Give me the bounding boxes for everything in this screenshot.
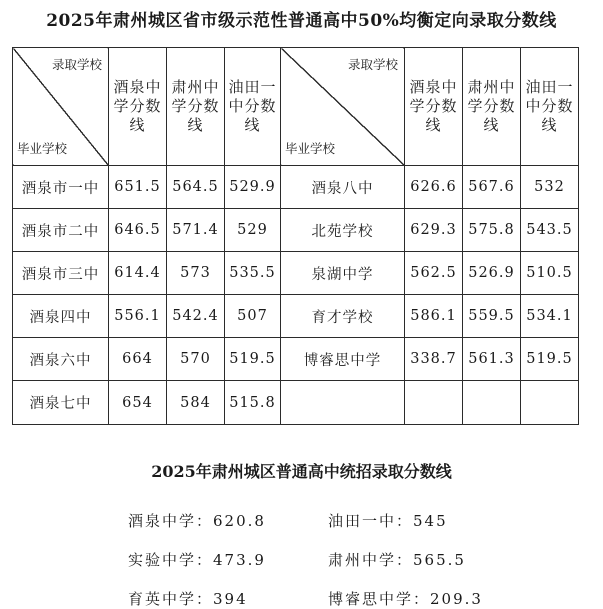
empty-cell (463, 381, 521, 425)
unified-score: 209.3 (430, 590, 483, 608)
score-cell: 586.1 (405, 295, 463, 338)
unified-score: 565.5 (413, 551, 466, 569)
score-cell: 646.5 (109, 209, 167, 252)
school-cell: 酒泉市二中 (13, 209, 109, 252)
unified-school: 肃州中学： (328, 551, 414, 569)
unified-school: 博睿思中学： (328, 590, 431, 608)
empty-cell (281, 381, 405, 425)
score-cell: 526.9 (463, 252, 521, 295)
school-cell: 育才学校 (281, 295, 405, 338)
unified-score: 394 (213, 590, 248, 608)
col-header-jiuquan: 酒泉中学分数线 (109, 48, 167, 166)
table-row (13, 381, 579, 425)
unified-entry (128, 510, 266, 531)
right-corner-cell (281, 48, 405, 166)
score-cell: 529 (225, 209, 281, 252)
score-cell: 507 (225, 295, 281, 338)
score-cell: 654 (109, 381, 167, 425)
left-corner-cell (13, 48, 109, 166)
score-cell: 584 (167, 381, 225, 425)
score-cell: 529.9 (225, 166, 281, 209)
col-header-suzhou: 肃州中学分数线 (463, 48, 521, 166)
unified-score: 473.9 (213, 551, 266, 569)
score-cell: 519.5 (225, 338, 281, 381)
school-cell: 酒泉六中 (13, 338, 109, 381)
score-cell: 571.4 (167, 209, 225, 252)
score-cell: 614.4 (109, 252, 167, 295)
unified-entry (128, 549, 266, 570)
corner-top-label: 录取学校 (51, 57, 102, 72)
score-table (12, 47, 579, 425)
unified-entry (328, 549, 466, 570)
unified-score: 545 (413, 512, 448, 530)
score-cell: 564.5 (167, 166, 225, 209)
unified-school: 酒泉中学： (128, 512, 214, 530)
col-header-youtian: 油田一中分数线 (225, 48, 281, 166)
score-cell: 532 (521, 166, 579, 209)
score-cell: 543.5 (521, 209, 579, 252)
corner-bottom-label: 毕业学校 (285, 141, 336, 156)
school-cell: 酒泉市一中 (13, 166, 109, 209)
corner-bottom-label: 毕业学校 (17, 141, 68, 156)
school-cell: 泉湖中学 (281, 252, 405, 295)
school-cell: 酒泉八中 (281, 166, 405, 209)
corner-top-label: 录取学校 (347, 57, 398, 72)
table-row (13, 166, 579, 209)
unified-score: 620.8 (213, 512, 266, 530)
score-cell: 535.5 (225, 252, 281, 295)
unified-school: 实验中学： (128, 551, 214, 569)
score-cell: 510.5 (521, 252, 579, 295)
unified-school: 油田一中： (328, 512, 414, 530)
score-cell: 534.1 (521, 295, 579, 338)
main-title: 2025年肃州城区省市级示范性普通高中50%均衡定向录取分数线 (46, 11, 557, 31)
score-cell: 629.3 (405, 209, 463, 252)
table-row (13, 252, 579, 295)
unified-title: 2025年肃州城区普通高中统招录取分数线 (151, 462, 452, 481)
unified-school: 育英中学： (128, 590, 214, 608)
score-cell: 626.6 (405, 166, 463, 209)
unified-entry (328, 510, 448, 531)
score-cell: 664 (109, 338, 167, 381)
table-row (13, 209, 579, 252)
header-row (13, 48, 579, 166)
score-cell: 542.4 (167, 295, 225, 338)
table-row (13, 338, 579, 381)
school-cell: 北苑学校 (281, 209, 405, 252)
col-header-youtian: 油田一中分数线 (521, 48, 579, 166)
score-cell: 515.8 (225, 381, 281, 425)
score-cell: 338.7 (405, 338, 463, 381)
score-cell: 559.5 (463, 295, 521, 338)
score-cell: 575.8 (463, 209, 521, 252)
empty-cell (405, 381, 463, 425)
table-row (13, 295, 579, 338)
score-cell: 573 (167, 252, 225, 295)
school-cell: 酒泉市三中 (13, 252, 109, 295)
col-header-jiuquan: 酒泉中学分数线 (405, 48, 463, 166)
col-header-suzhou: 肃州中学分数线 (167, 48, 225, 166)
score-cell: 519.5 (521, 338, 579, 381)
score-cell: 567.6 (463, 166, 521, 209)
school-cell: 博睿思中学 (281, 338, 405, 381)
score-cell: 562.5 (405, 252, 463, 295)
empty-cell (521, 381, 579, 425)
score-cell: 561.3 (463, 338, 521, 381)
score-cell: 570 (167, 338, 225, 381)
score-cell: 651.5 (109, 166, 167, 209)
school-cell: 酒泉四中 (13, 295, 109, 338)
school-cell: 酒泉七中 (13, 381, 109, 425)
score-cell: 556.1 (109, 295, 167, 338)
